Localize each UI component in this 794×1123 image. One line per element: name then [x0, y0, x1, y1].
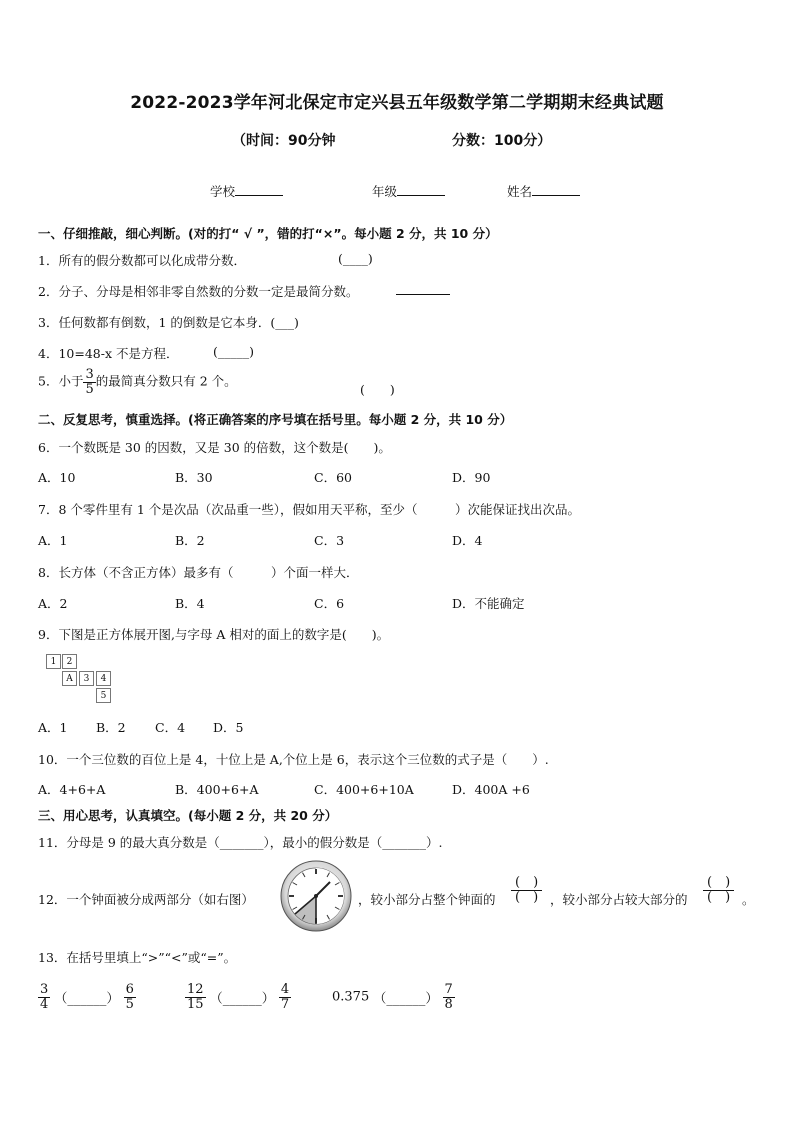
q10-option-c[interactable]: C．400+6+10A [314, 782, 414, 797]
q8-option-a[interactable]: A．2 [38, 596, 68, 611]
q13-3-blank[interactable]: （______） [373, 991, 439, 1007]
q11-text: 11．分母是 9 的最大真分数是（_______），最小的假分数是（_______）. [38, 835, 443, 850]
q10-option-b[interactable]: B．400+6+A [175, 782, 259, 797]
section2-heading: 二、反复思考，慎重选择。(将正确答案的序号填在括号里。每小题 2 分，共 10 分） [38, 412, 513, 427]
q12-fraction-1-num: ( ) [511, 876, 542, 891]
q12-mid: ，较小部分占整个钟面的 [358, 892, 496, 907]
q9-option-b[interactable]: B．2 [96, 720, 126, 735]
grade-blank[interactable] [397, 183, 445, 196]
q9-text: 9．下图是正方体展开图,与字母 A 相对的面上的数字是( )。 [38, 627, 390, 642]
q12-fraction-2-den: ( ) [707, 890, 731, 906]
q7-option-c[interactable]: C．3 [314, 533, 345, 548]
q12-fraction-blank-2[interactable] [703, 876, 734, 906]
net-face-2: 2 [62, 654, 77, 669]
q4-text: 4．10=48-x 不是方程． [38, 346, 179, 361]
q8-option-d[interactable]: D．不能确定 [452, 596, 525, 611]
q12-fraction-1 [511, 876, 542, 906]
net-face-4: 4 [96, 671, 111, 686]
q13-1-left-fraction [38, 983, 50, 1011]
q12-end: 。 [742, 892, 755, 907]
q5-denominator: 5 [85, 381, 94, 397]
q13-item-3 [332, 983, 455, 1011]
q9-option-d[interactable]: D．5 [213, 720, 244, 735]
q8-option-b[interactable]: B．4 [175, 596, 205, 611]
page-title: 2022-2023学年河北保定市定兴县五年级数学第二学期期末经典试题 [130, 93, 664, 113]
net-face-5: 5 [96, 688, 111, 703]
q6-text: 6．一个数既是 30 的因数，又是 30 的倍数，这个数是( )。 [38, 440, 391, 455]
q13-2-left-den: 15 [187, 996, 204, 1012]
section1-heading: 一、仔细推敲，细心判断。(对的打“ √ ”，错的打“×”。每小题 2 分，共 10 分） [38, 226, 498, 241]
q13-2-left-num: 12 [187, 982, 204, 997]
q13-3-right-den: 8 [444, 996, 453, 1012]
q13-item-1 [38, 983, 136, 1011]
q3-text: 3．任何数都有倒数，1 的倒数是它本身．(___) [38, 315, 299, 330]
name-label: 姓名 [507, 184, 533, 199]
net-face-a: A [62, 671, 77, 686]
exam-score: 分数：100分） [452, 133, 552, 149]
school-label: 学校 [210, 184, 236, 199]
q13-2-right-den: 7 [280, 996, 290, 1012]
q2-text: 2．分子、分母是相邻非零自然数的分数一定是最简分数。 [38, 284, 359, 299]
q5-answer[interactable]: ( ) [360, 382, 395, 397]
q2-answer-blank[interactable] [396, 294, 450, 295]
q5-fraction [83, 368, 95, 396]
q13-text: 13．在括号里填上“>”“<”或“=”。 [38, 950, 237, 965]
q13-2-left-fraction [185, 983, 206, 1011]
q5-after: 的最简真分数只有 2 个。 [95, 373, 237, 389]
q13-3-right-num: 7 [444, 982, 453, 997]
q6-option-c[interactable]: C．60 [314, 470, 352, 485]
q12-mid2: ，较小部分占较大部分的 [550, 892, 688, 907]
grade-label: 年级 [372, 184, 398, 199]
q9-option-c[interactable]: C．4 [155, 720, 186, 735]
q13-1-right-den: 5 [125, 996, 134, 1012]
q8-option-c[interactable]: C．6 [314, 596, 345, 611]
q4-answer[interactable]: (_____) [213, 344, 255, 359]
q7-option-a[interactable]: A．1 [38, 533, 68, 548]
q10-option-d[interactable]: D．400A +6 [452, 782, 530, 797]
q1-answer[interactable]: (____) [338, 251, 373, 266]
q13-1-right-num: 6 [125, 982, 134, 997]
grade-field[interactable] [372, 182, 445, 200]
section3-heading: 三、用心思考，认真填空。(每小题 2 分，共 20 分） [38, 808, 338, 823]
q13-1-blank[interactable]: （______） [54, 991, 120, 1007]
q7-text: 7．8 个零件里有 1 个是次品（次品重一些），假如用天平称，至少（ ）次能保证找出次品。 [38, 502, 581, 517]
q7-option-d[interactable]: D．4 [452, 533, 483, 548]
name-blank[interactable] [532, 183, 580, 196]
q6-option-a[interactable]: A．10 [38, 470, 76, 485]
q12-before: 12．一个钟面被分成两部分（如右图） [38, 892, 254, 907]
q12-fraction-2 [703, 876, 734, 906]
q6-option-b[interactable]: B．30 [175, 470, 213, 485]
q13-1-left-num: 3 [40, 982, 49, 997]
q5-numerator: 3 [85, 367, 94, 382]
net-face-3: 3 [79, 671, 94, 686]
q12-fraction-2-num: ( ) [703, 876, 734, 891]
q5-before: 5．小于 [38, 373, 84, 389]
q13-1-left-den: 4 [40, 996, 49, 1012]
exam-time: （时间：90分钟 [232, 133, 336, 149]
net-face-1: 1 [46, 654, 61, 669]
q1-text: 1．所有的假分数都可以化成带分数． [38, 253, 246, 268]
school-field[interactable] [210, 182, 283, 200]
q13-3-left-value: 0.375 [332, 989, 370, 1005]
clock-icon [280, 860, 352, 932]
q13-2-right-fraction [279, 983, 291, 1011]
q13-3-right-fraction [443, 983, 455, 1011]
q13-item-2 [185, 983, 291, 1011]
q5-line [38, 368, 237, 396]
q10-option-a[interactable]: A．4+6+A [38, 782, 106, 797]
cube-net-diagram [46, 654, 116, 706]
q12-fraction-1-den: ( ) [515, 890, 539, 906]
q9-option-a[interactable]: A．1 [38, 720, 68, 735]
q12-fraction-blank-1[interactable] [511, 876, 542, 906]
name-field[interactable] [507, 182, 580, 200]
q13-1-right-fraction [124, 983, 136, 1011]
q8-text: 8．长方体（不含正方体）最多有（ ）个面一样大． [38, 565, 359, 580]
q10-text: 10．一个三位数的百位上是 4，十位上是 A,个位上是 6，表示这个三位数的式子是（ ）. [38, 752, 549, 767]
q6-option-d[interactable]: D．90 [452, 470, 491, 485]
q7-option-b[interactable]: B．2 [175, 533, 205, 548]
q13-2-blank[interactable]: （______） [209, 991, 275, 1007]
school-blank[interactable] [235, 183, 283, 196]
q13-2-right-num: 4 [280, 982, 290, 997]
